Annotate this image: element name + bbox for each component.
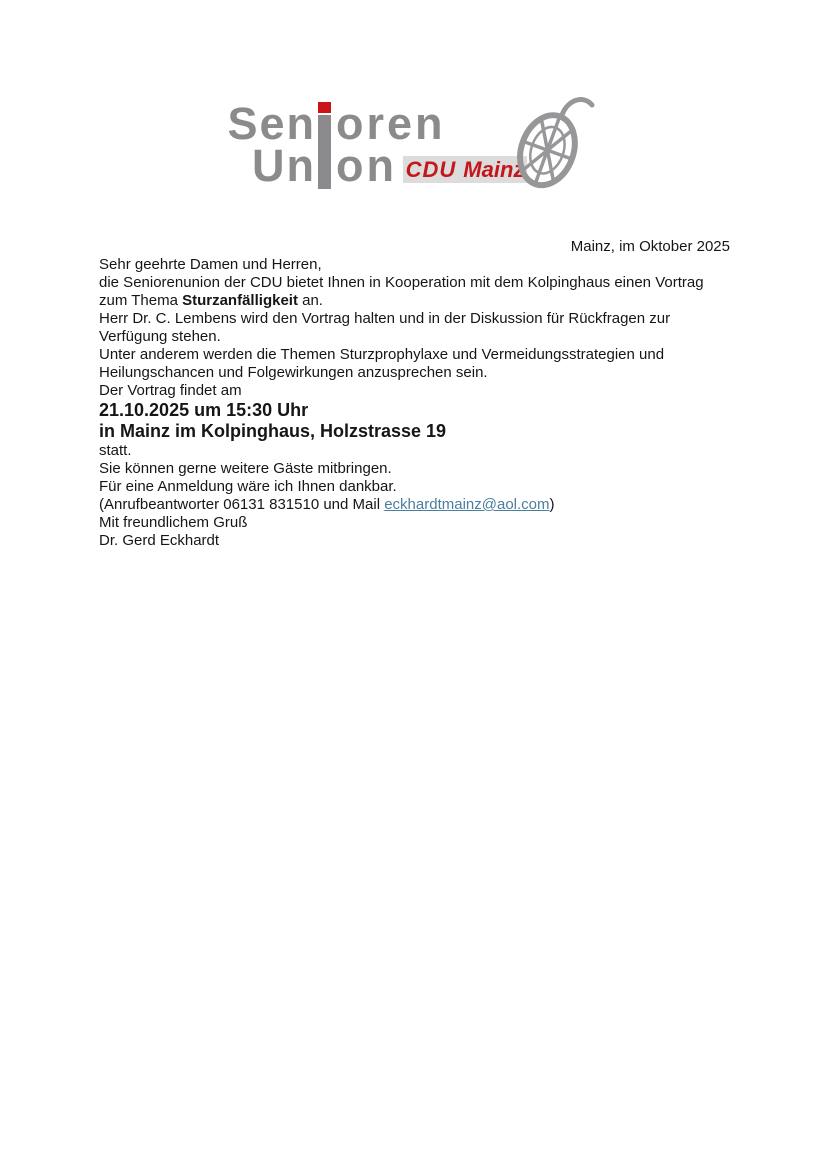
dateline: Mainz, im Oktober 2025 — [570, 238, 730, 255]
letter-body — [99, 238, 730, 550]
intro-paragraph — [99, 274, 730, 310]
event-datetime: 21.10.2025 um 15:30 Uhr — [99, 400, 309, 420]
logo-i-stem — [318, 115, 331, 189]
salutation: Sehr geehrte Damen und Herren, — [99, 256, 322, 273]
event-intro: Der Vortrag findet am — [99, 382, 242, 399]
event-location: in Mainz im Kolpinghaus, Holzstrasse 19 — [99, 421, 447, 441]
cdu-mainz-badge — [403, 156, 527, 183]
senioren-union-logo — [212, 99, 602, 199]
mainz-wheel-icon — [510, 93, 596, 197]
badge-cdu-text: CDU — [405, 156, 457, 182]
logo-text-sen: Sen — [227, 98, 316, 149]
logo-text-un: Un — [252, 140, 316, 191]
topic-highlight: Sturzanfälligkeit — [182, 292, 298, 309]
badge-mainz-text: Mainz — [463, 156, 525, 182]
guests-line: Sie können gerne weitere Gäste mitbringen. — [99, 460, 392, 477]
topics-paragraph: Unter anderem werden die Themen Sturzprophylaxe und Vermeidungsstrategien und Heilungschancen und Folgewirkungen anzusprechen sein. — [99, 346, 665, 381]
registration-line: Für eine Anmeldung wäre ich Ihnen dankbar. — [99, 478, 397, 495]
intro-text: die Seniorenunion der CDU bietet Ihnen in Kooperation mit dem Kolpinghaus einen Vortrag zum Thema — [99, 274, 704, 309]
logo-text-on: on — [336, 140, 397, 191]
contact-text: (Anrufbeantworter 06131 831510 und Mail — [99, 496, 385, 513]
contact-text-end: ) — [549, 496, 555, 513]
email-link[interactable]: eckhardtmainz@aol.com — [384, 496, 550, 513]
intro-text-end: an. — [297, 292, 323, 309]
event-outro: statt. — [99, 442, 132, 459]
closing-line: Mit freundlichem Gruß — [99, 514, 248, 531]
contact-paragraph — [99, 496, 730, 514]
speaker-paragraph: Herr Dr. C. Lembens wird den Vortrag halten und in der Diskussion für Rückfragen zur Verfügung stehen. — [99, 310, 671, 345]
logo-i-dot — [318, 102, 331, 113]
logo-text-oren: oren — [336, 98, 446, 149]
signature: Dr. Gerd Eckhardt — [99, 532, 220, 549]
